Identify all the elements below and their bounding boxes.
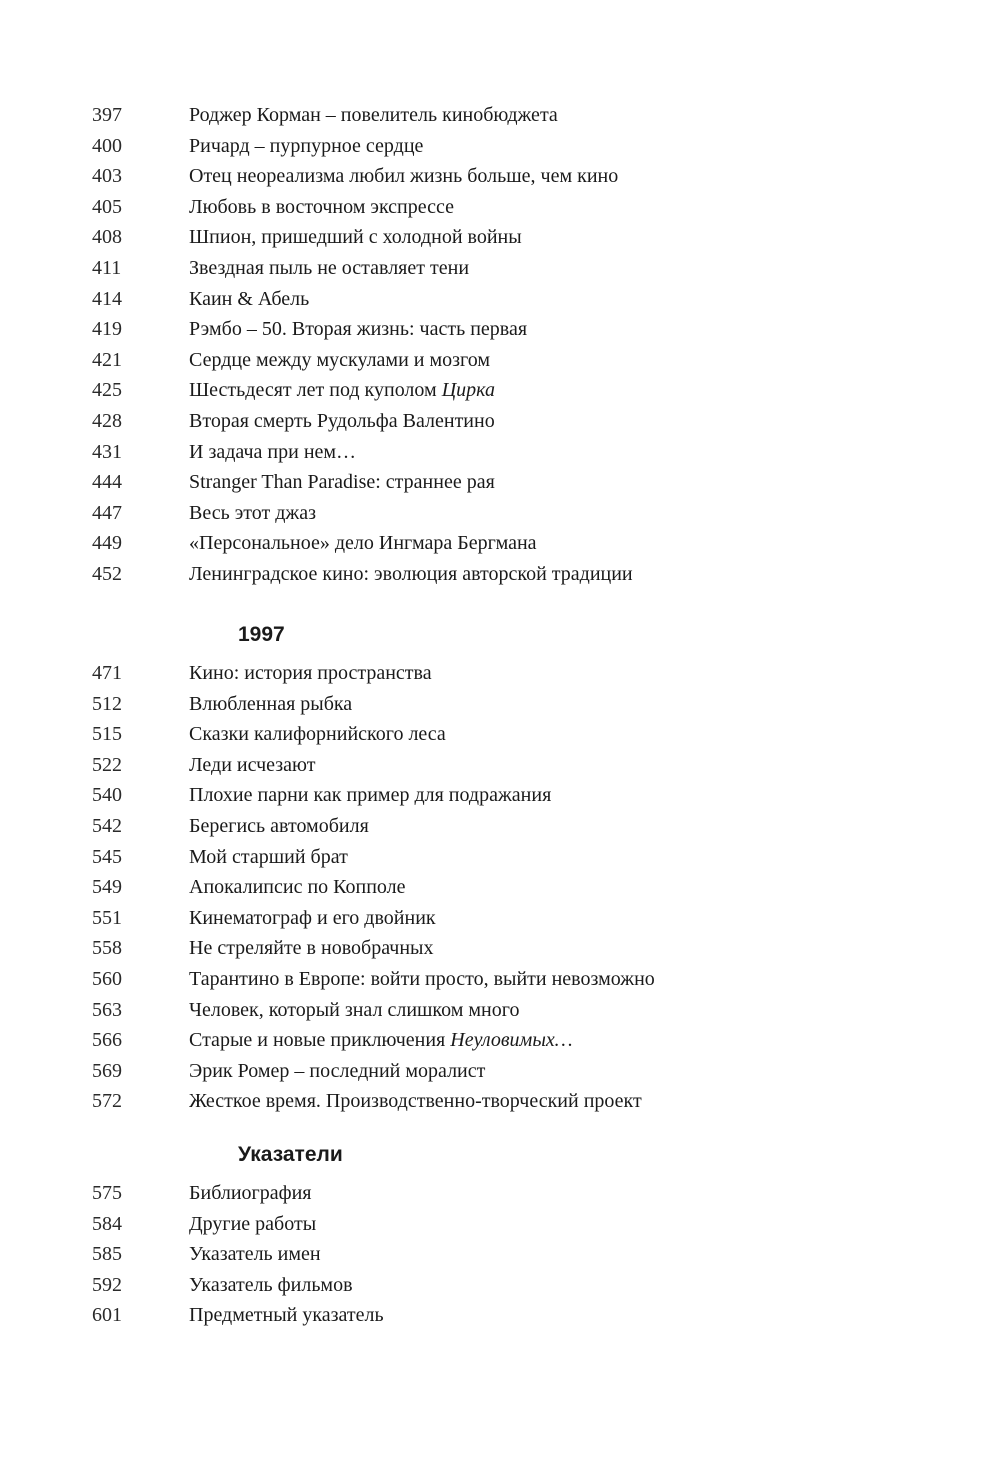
entry-title: [189, 498, 316, 529]
page-number: 411: [92, 256, 122, 279]
toc-entry[interactable]: [0, 284, 1000, 315]
toc-entry[interactable]: [0, 995, 1000, 1026]
entry-title-part: Звездная пыль не оставляет тени: [189, 256, 470, 279]
page-number: 575: [92, 1182, 122, 1204]
entry-title: [189, 872, 406, 903]
entry-title-part: Указатель имен: [189, 1243, 321, 1266]
entry-title: [189, 689, 352, 720]
entry-title: [189, 284, 309, 315]
section-heading: 1997: [238, 623, 285, 646]
entry-title-part: Леди исчезают: [189, 753, 316, 776]
page-number: 397: [92, 104, 122, 126]
entry-title: [189, 345, 490, 376]
entry-title-part: Не стреляйте в новобрачных: [189, 937, 434, 960]
page-number: 566: [92, 1029, 122, 1052]
entry-title-part: Stranger Than Paradise: страннее рая: [189, 471, 495, 494]
toc-entry[interactable]: [0, 750, 1000, 781]
toc-entry[interactable]: [0, 100, 1000, 131]
page-number: 558: [92, 937, 122, 960]
entry-title: [189, 903, 436, 934]
entry-title: [189, 406, 495, 437]
toc-entry[interactable]: [0, 964, 1000, 995]
entry-title-part: Шпион, пришедший с холодной войны: [189, 226, 522, 249]
toc-entry[interactable]: [0, 192, 1000, 223]
entry-title-part: Сердце между мускулами и мозгом: [189, 348, 491, 371]
entry-title: [189, 964, 655, 995]
entry-title: [189, 559, 633, 590]
entry-title: [189, 1270, 353, 1301]
page-number: 408: [92, 226, 122, 249]
toc-entry[interactable]: [0, 528, 1000, 559]
toc-entry[interactable]: [0, 345, 1000, 376]
toc-entry[interactable]: [0, 1086, 1000, 1117]
toc-entry[interactable]: [0, 719, 1000, 750]
page-number: 421: [92, 348, 122, 371]
entry-title: [189, 131, 423, 162]
entry-title: [189, 528, 537, 559]
page-number: 545: [92, 845, 122, 868]
page-number: 542: [92, 814, 122, 837]
toc-entry[interactable]: [0, 658, 1000, 689]
page-number: 560: [92, 967, 122, 990]
entry-title: [189, 658, 432, 689]
page-number: 572: [92, 1090, 122, 1113]
entry-title-part: Апокалипсис по Копполе: [189, 876, 406, 899]
entry-title-part: Весь этот джаз: [189, 501, 317, 524]
entry-title-part: Шестьдесят лет под куполом: [189, 379, 442, 402]
page-number: 447: [92, 501, 122, 524]
entry-title: [189, 467, 495, 498]
entry-title: [189, 1300, 384, 1331]
entry-title-part: Указатель фильмов: [189, 1273, 353, 1296]
entry-title-italic-part: Неуловимых…: [450, 1029, 573, 1052]
page-number: 540: [92, 784, 122, 807]
toc-entry[interactable]: [0, 811, 1000, 842]
toc-entry[interactable]: [0, 872, 1000, 903]
toc-entry[interactable]: [0, 161, 1000, 192]
entry-title-part: Каин & Абель: [189, 287, 310, 310]
entry-title-part: Старые и новые приключения: [189, 1029, 451, 1052]
entry-title: [189, 995, 519, 1026]
entry-title-part: Предметный указатель: [189, 1304, 384, 1327]
toc-entry[interactable]: [0, 1300, 1000, 1331]
page-number: 512: [92, 692, 122, 715]
entry-title: [189, 1209, 316, 1240]
page-number: 551: [92, 906, 122, 929]
page-number: 569: [92, 1059, 122, 1082]
entry-title-part: «Персональное» дело Ингмара Бергмана: [189, 532, 537, 555]
entry-title-part: Влюбленная рыбка: [189, 692, 353, 715]
entry-title: [189, 780, 551, 811]
entry-title: [189, 1056, 485, 1087]
toc-entry[interactable]: [0, 253, 1000, 284]
toc-entry[interactable]: [0, 1270, 1000, 1301]
page-number: 425: [92, 379, 122, 402]
toc-entry[interactable]: [0, 1209, 1000, 1240]
entry-title-part: Рэмбо – 50. Вторая жизнь: часть первая: [189, 318, 528, 341]
toc-entry[interactable]: [0, 375, 1000, 406]
entry-title-part: Эрик Ромер – последний моралист: [189, 1059, 486, 1082]
entry-title: [189, 1239, 321, 1270]
page-number: 592: [92, 1273, 122, 1296]
toc-entry[interactable]: [0, 933, 1000, 964]
page-number: 400: [92, 134, 122, 157]
page-number: 444: [92, 471, 122, 494]
entry-title-part: Кинематограф и его двойник: [189, 906, 436, 929]
page-number: 403: [92, 165, 122, 188]
page-number: 452: [92, 562, 122, 585]
toc-entry[interactable]: [0, 842, 1000, 873]
page-number: 601: [92, 1304, 122, 1327]
page-number: 522: [92, 753, 122, 776]
toc-entry[interactable]: [0, 1178, 1000, 1209]
entry-title: [189, 933, 433, 964]
entry-title: [189, 750, 315, 781]
entry-title: [189, 719, 446, 750]
entry-title-part: Другие работы: [189, 1212, 317, 1235]
entry-title: [189, 437, 356, 468]
section-heading: Указатели: [238, 1143, 343, 1166]
entry-title-part: Берегись автомобиля: [189, 814, 369, 837]
page-number: 471: [92, 662, 122, 684]
toc-entry[interactable]: [0, 1056, 1000, 1087]
entry-title-part: Вторая смерть Рудольфа Валентино: [189, 409, 495, 432]
toc-entry[interactable]: [0, 131, 1000, 162]
toc-entry[interactable]: [0, 498, 1000, 529]
entry-title-part: Плохие парни как пример для подражания: [189, 784, 552, 807]
entry-title-italic-part: Цирка: [441, 379, 495, 402]
entry-title: [189, 161, 618, 192]
page-number: 563: [92, 998, 122, 1021]
page-number: 414: [92, 287, 122, 310]
page-number: 515: [92, 723, 122, 746]
toc-entry[interactable]: [0, 780, 1000, 811]
entry-title: [189, 1025, 573, 1056]
page-number: 549: [92, 876, 122, 899]
toc-entry[interactable]: [0, 437, 1000, 468]
entry-title-part: Человек, который знал слишком много: [189, 998, 520, 1021]
entry-title: [189, 253, 469, 284]
entry-title-part: Мой старший брат: [189, 845, 348, 868]
toc-section-index: [0, 1140, 1000, 1331]
entry-title: [189, 192, 454, 223]
entry-title: [189, 222, 522, 253]
toc-entry[interactable]: [0, 222, 1000, 253]
entry-title-part: Роджер Корман – повелитель кинобюджета: [189, 104, 558, 126]
entry-title-part: Кино: история пространства: [189, 662, 432, 684]
entry-title: [189, 1178, 312, 1209]
entry-title-part: Отец неореализма любил жизнь больше, чем кино: [189, 165, 619, 188]
page-number: 449: [92, 532, 122, 555]
entry-title-part: Ричард – пурпурное сердце: [189, 134, 424, 157]
page-number: 419: [92, 318, 122, 341]
entry-title-part: Библиография: [189, 1182, 312, 1204]
toc-entry[interactable]: [0, 1025, 1000, 1056]
entry-title-part: Сказки калифорнийского леса: [189, 723, 446, 746]
page-number: 584: [92, 1212, 122, 1235]
page-number: 431: [92, 440, 122, 463]
entry-title: [189, 811, 369, 842]
toc-entry[interactable]: [0, 689, 1000, 720]
entry-title: [189, 1086, 642, 1117]
toc-entry[interactable]: [0, 467, 1000, 498]
entry-title-part: Ленинградское кино: эволюция авторской традиции: [189, 562, 633, 585]
toc-section-cont: [0, 100, 1000, 590]
toc-section-1997: [0, 620, 1000, 1117]
entry-title-part: Жесткое время. Производственно-творческий проект: [189, 1090, 642, 1113]
entry-title: [189, 842, 348, 873]
entry-title-part: Тарантино в Европе: войти просто, выйти невозможно: [189, 967, 655, 990]
toc-entry[interactable]: [0, 406, 1000, 437]
entry-title-part: И задача при нем…: [189, 440, 357, 463]
entry-title-part: Любовь в восточном экспрессе: [189, 195, 454, 218]
entry-title: [189, 314, 527, 345]
toc-entry[interactable]: [0, 559, 1000, 590]
page-number: 428: [92, 409, 122, 432]
toc-entry[interactable]: [0, 1239, 1000, 1270]
toc-entry[interactable]: [0, 314, 1000, 345]
entry-title: [189, 375, 495, 406]
page-number: 405: [92, 195, 122, 218]
page-number: 585: [92, 1243, 122, 1266]
entry-title: [189, 100, 558, 131]
toc-entry[interactable]: [0, 903, 1000, 934]
